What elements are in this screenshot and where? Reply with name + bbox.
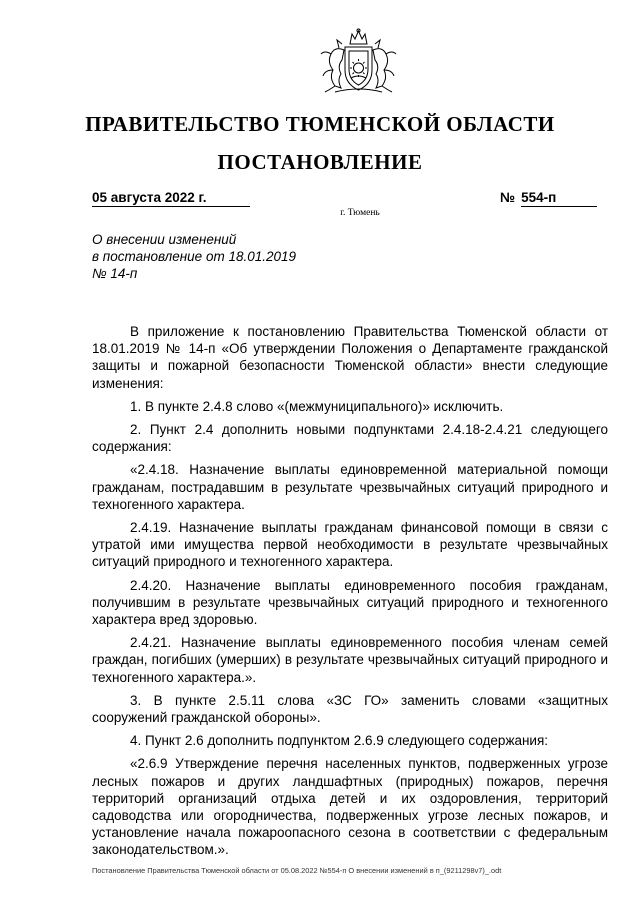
body-paragraph: 4. Пункт 2.6 дополнить подпунктом 2.6.9 следующего содержания: <box>130 733 549 749</box>
document-number: 554-п <box>521 190 597 207</box>
subject-line: О внесении изменений <box>92 232 237 247</box>
organization-title: ПРАВИТЕЛЬСТВО ТЮМЕНСКОЙ ОБЛАСТИ <box>85 112 555 136</box>
page-footer: Постановление Правительства Тюменской области от 05.08.2022 №554-п О внесении изменений в п_(9211298v7)_.odt <box>92 866 502 875</box>
body-paragraph: 2.4.20. Назначение выплаты единовременного пособия гражданам, получившим в результате чрезвычайных ситуаций природного и техногенного характера вред здоровью. <box>92 577 608 628</box>
document-subject <box>92 231 296 282</box>
document-number-block <box>500 190 603 207</box>
number-sign: № <box>500 190 516 205</box>
body-paragraph: 1. В пункте 2.4.8 слово «(межмуниципального)» исключить. <box>130 398 504 414</box>
coat-of-arms-emblem <box>311 28 406 96</box>
body-paragraph: 2.4.19. Назначение выплаты гражданам финансовой помощи в связи с утратой ими имущества первой необходимости в результате чрезвычайных ситуаций природного и техногенного характера. <box>92 520 608 570</box>
body-paragraph: 2.4.21. Назначение выплаты единовременного пособия членам семей граждан, погибших (умерших) в результате чрезвычайных ситуаций природного и техногенного характера.». <box>92 635 608 685</box>
body-paragraph: 2. Пункт 2.4 дополнить новыми подпунктами 2.4.18-2.4.21 следующего содержания: <box>92 422 608 455</box>
body-paragraph: В приложение к постановлению Правительства Тюменской области от 18.01.2019 № 14-п «Об утверждении Положения о Департаменте гражданской защиты и пожарной безопасности Тюменской области» внести следующие изменения: <box>92 324 608 391</box>
body-paragraph: «2.6.9 Утверждение перечня населенных пунктов, подверженных угрозе лесных пожаров и других ландшафтных (природных) пожаров, перечня территорий организаций отдыха детей и их оздоровления, территорий садоводства или огородничества, подверженных угрозе лесных пожаров, и установление начала пожароопасного сезона в соответствии с федеральным законодательством.». <box>92 756 608 858</box>
subject-line: в постановление от 18.01.2019 <box>92 249 297 264</box>
body-paragraph: 3. В пункте 2.5.11 слова «ЗС ГО» заменить словами «защитных сооружений гражданской обороны». <box>92 692 608 726</box>
subject-line: № 14-п <box>92 266 138 281</box>
document-type-title: ПОСТАНОВЛЕНИЕ <box>217 150 423 174</box>
document-body <box>92 323 608 865</box>
body-paragraph: «2.4.18. Назначение выплаты единовременной материальной помощи гражданам, пострадавшим в результате чрезвычайных ситуаций природного и техногенного характера. <box>92 462 608 512</box>
city-label: г. Тюмень <box>340 208 380 218</box>
document-date: 05 августа 2022 г. <box>92 190 250 207</box>
